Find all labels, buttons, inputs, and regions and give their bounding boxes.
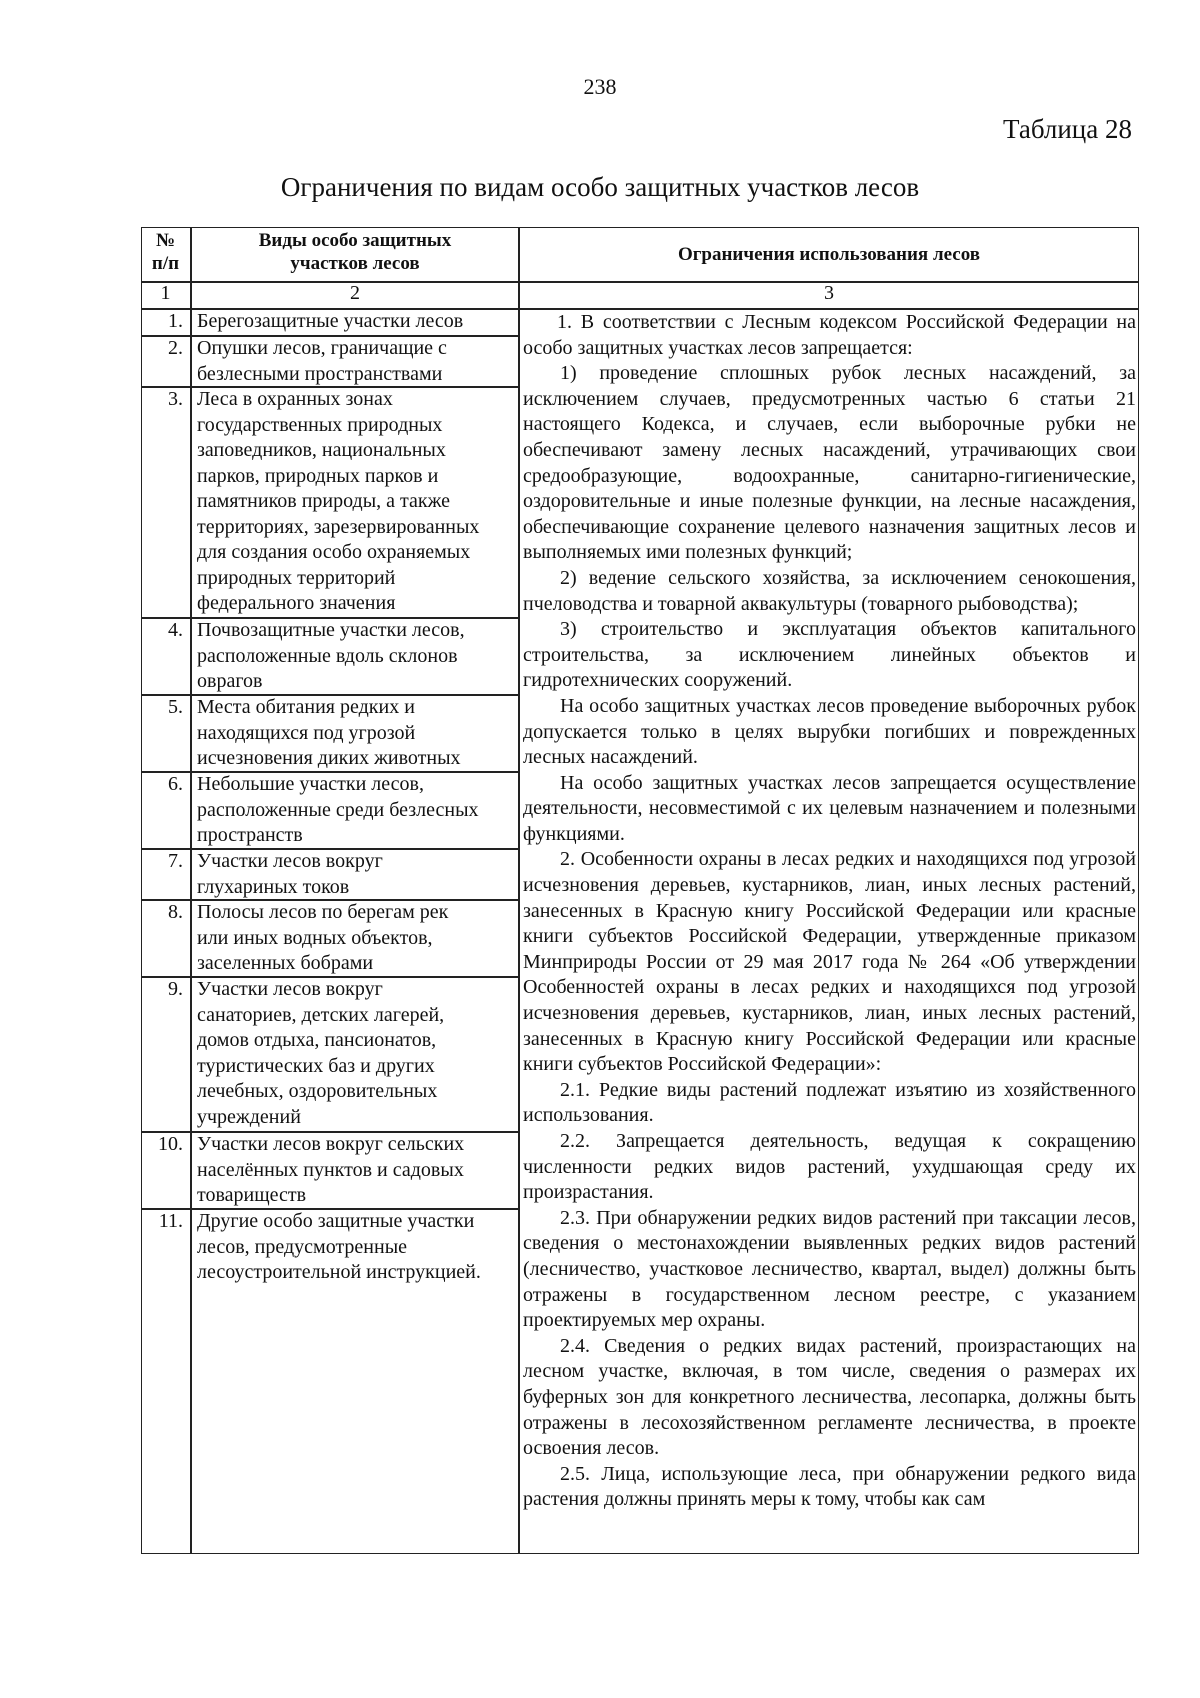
row-number: 11. bbox=[158, 1210, 183, 1232]
column-divider bbox=[518, 227, 520, 1554]
restrictions-paragraph: 1. В соответствии с Лесным кодексом Российской Федерации на особо защитных участках лесов запрещается: bbox=[523, 311, 1136, 359]
restrictions-paragraph: 3) строительство и эксплуатация объектов капитального строительства, за исключением линейных объектов и гидротехнических сооружений. bbox=[523, 618, 1136, 692]
header-forest-type: Виды особо защитных участков лесов bbox=[258, 230, 452, 274]
row-number: 2. bbox=[168, 337, 183, 359]
restrictions-paragraph: 2. Особенности охраны в лесах редких и находящихся под угрозой исчезновения деревьев, кустарников, лиан, иных лесных растений, занесенных в Красную книгу Российской Федерации или красные книги субъектов Российской Федерации, утвержденные приказом Минприроды России от 29 мая 2017 года № 264 «Об утверждении Особенностей охраны в лесах редких и находящихся под угрозой исчезновения деревьев, кустарников, лиан, иных лесных растений, занесенных в Красную книгу Российской Федерации или красные книги субъектов Российской Федерации»: bbox=[523, 848, 1136, 1076]
restrictions-paragraph: 2.5. Лица, использующие леса, при обнаружении редкого вида растения должны принять меры к тому, чтобы как сам bbox=[523, 1462, 1136, 1511]
restrictions-paragraph: 2.1. Редкие виды растений подлежат изъятию из хозяйственного использования. bbox=[523, 1078, 1136, 1127]
row-number: 6. bbox=[168, 773, 183, 795]
restrictions-paragraph: 2) ведение сельского хозяйства, за исключением сенокошения, пчеловодства и товарной аквакультуры (товарного рыбоводства); bbox=[523, 566, 1136, 615]
forest-type-cell: Места обитания редких и находящихся под угрозой исчезновения диких животных bbox=[197, 696, 461, 769]
restrictions-paragraph: 1) проведение сплошных рубок лесных насаждений, за исключением случаев, предусмотренных частью 6 статьи 21 настоящего Кодекса, и случаев, если выборочные рубки не обеспечивают замену лесных насаждений, утрачивающих свои средообразующие, водоохранные, санитарно-гигиенические, оздоровительные и иные полезные функции, на лесные насаждения, обеспечивающие сохранение целевого назначения защитных лесов и выполняемых ими полезных функций; bbox=[523, 362, 1136, 564]
restrictions-paragraph: 2.3. При обнаружении редких видов растений при таксации лесов, сведения о местонахождении выявленных редких видов растений (лесничество, участковое лесничество, квартал, выдел) должны быть отражены в государственном лесном реестре, с указанием проектируемых мер охраны. bbox=[523, 1206, 1136, 1332]
forest-type-cell: Леса в охранных зонах государственных природных заповедников, национальных парков, природных парков и памятников природы, а также территориях, зарезервированных для создания особо охраняемых природных территорий федерального значения bbox=[197, 388, 480, 614]
forest-type-cell: Берегозащитные участки лесов bbox=[197, 310, 464, 332]
forest-type-cell: Участки лесов вокруг сельских населённых пунктов и садовых товариществ bbox=[197, 1133, 465, 1206]
table-title: Ограничения по видам особо защитных участков лесов bbox=[280, 172, 920, 202]
row-number: 5. bbox=[168, 696, 183, 718]
column-divider bbox=[190, 227, 192, 1554]
restrictions-paragraph: На особо защитных участках лесов проведение выборочных рубок допускается только в целях вырубки погибших и поврежденных лесных насаждений. bbox=[523, 694, 1136, 769]
column-number-3: 3 bbox=[824, 282, 834, 304]
forest-type-cell: Другие особо защитные участки лесов, предусмотренные лесоустроительной инструкцией. bbox=[197, 1210, 481, 1283]
restrictions-paragraph: 2.4. Сведения о редких видах растений, произрастающих на лесном участке, включая, в том числе, сведения о размерах их буферных зон для конкретного лесничества, лесопарка, должны быть отражены в лесохозяйственном регламенте лесничества, в проекте освоения лесов. bbox=[523, 1334, 1136, 1460]
forest-type-cell: Почвозащитные участки лесов, расположенные вдоль склонов оврагов bbox=[197, 619, 465, 692]
row-number: 1. bbox=[168, 310, 183, 332]
forest-type-cell: Участки лесов вокруг глухариных токов bbox=[197, 850, 383, 898]
page-number: 238 bbox=[583, 74, 617, 99]
forest-type-cell: Опушки лесов, граничащие с безлесными пространствами bbox=[197, 337, 447, 385]
column-number-1: 1 bbox=[160, 282, 171, 304]
row-number: 9. bbox=[168, 978, 183, 1000]
restrictions-paragraph: 2.2. Запрещается деятельность, ведущая к сокращению численности редких видов растений, ухудшающая среду их произрастания. bbox=[523, 1130, 1136, 1204]
column-number-2: 2 bbox=[350, 282, 360, 304]
restrictions-paragraph: На особо защитных участках лесов запрещается осуществление деятельности, несовместимой с их целевым назначением и полезными функциями. bbox=[523, 771, 1136, 845]
row-number: 3. bbox=[168, 388, 183, 410]
restrictions-text bbox=[523, 310, 1136, 1513]
header-restrictions: Ограничения использования лесов bbox=[677, 244, 980, 265]
row-number: 8. bbox=[168, 901, 183, 923]
row-number: 10. bbox=[158, 1133, 183, 1155]
forest-type-cell: Участки лесов вокруг санаториев, детских лагерей, домов отдыха, пансионатов, туристических баз и других лечебных, оздоровительных учреждений bbox=[197, 978, 445, 1128]
header-number: № п/п bbox=[151, 230, 180, 274]
forest-type-cell: Полосы лесов по берегам рек или иных водных объектов, заселенных бобрами bbox=[197, 901, 449, 974]
row-number: 7. bbox=[168, 850, 183, 872]
table-label: Таблица 28 bbox=[1003, 114, 1132, 144]
forest-type-cell: Небольшие участки лесов, расположенные среди безлесных пространств bbox=[197, 773, 479, 846]
row-number: 4. bbox=[168, 619, 183, 641]
